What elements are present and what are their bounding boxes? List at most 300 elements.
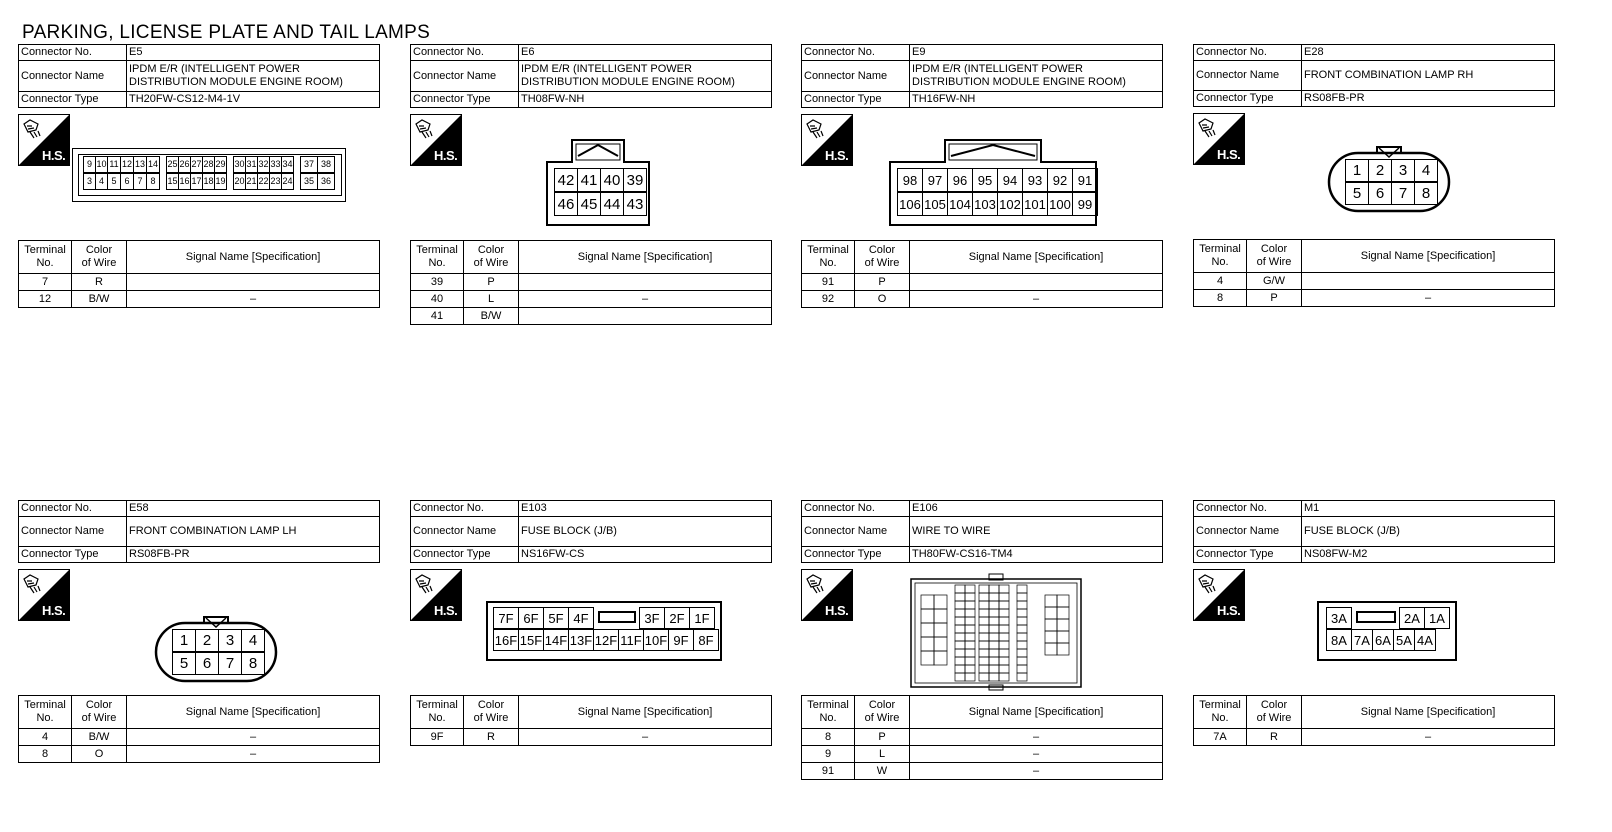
pin-blank	[1354, 607, 1398, 627]
table-row	[1194, 290, 1555, 307]
color-header: Color of Wire	[1247, 240, 1302, 273]
wire-color-cell: G/W	[1247, 273, 1302, 290]
pin-cell: 16	[178, 173, 191, 190]
pin-cell: 30	[233, 156, 246, 173]
signal-cell: –	[1302, 729, 1555, 746]
table-row	[802, 746, 1163, 763]
pin-cell: 11	[107, 156, 121, 173]
pin-cell: 46	[554, 192, 578, 216]
pin-cell: 5	[1345, 182, 1369, 205]
pin-gap-bar	[598, 611, 636, 623]
pin-cell: 4F	[568, 607, 594, 629]
pin-cell: 14	[146, 156, 160, 173]
pin-cell: 12F	[593, 629, 619, 651]
pin-cell: 97	[922, 168, 948, 192]
signal-cell: –	[910, 763, 1163, 780]
pin-cell: 7	[133, 173, 147, 190]
pin-cell: 10F	[643, 629, 669, 651]
signal-header: Signal Name [Specification]	[519, 696, 772, 729]
pin-cell: 7F	[493, 607, 519, 629]
wire-color-cell: B/W	[464, 308, 519, 325]
signal-cell	[910, 274, 1163, 291]
connector-diagram	[18, 108, 380, 240]
terminal-table	[1193, 695, 1555, 746]
terminal-table	[801, 240, 1163, 308]
terminal-no-cell: 9	[802, 746, 855, 763]
connector-no-label: Connector No.	[411, 45, 519, 61]
signal-header: Signal Name [Specification]	[127, 241, 380, 274]
connector-diagram	[410, 108, 772, 240]
pin-cell: 91	[1072, 168, 1098, 192]
signal-header: Signal Name [Specification]	[1302, 240, 1555, 273]
pin-cell: 41	[577, 168, 601, 192]
pin-cell: 3F	[639, 607, 665, 629]
terminal-no-cell: 41	[411, 308, 464, 325]
terminal-no-header: Terminal No.	[19, 241, 72, 274]
pin-cell: 17	[190, 173, 203, 190]
pin-cell: 39	[623, 168, 647, 192]
terminal-table	[1193, 239, 1555, 307]
pin-cell: 42	[554, 168, 578, 192]
connector-name-value	[519, 517, 772, 547]
connector-diagram	[801, 108, 1163, 240]
wire-color-cell: R	[464, 729, 519, 746]
terminal-no-header: Terminal No.	[1194, 240, 1247, 273]
terminal-no-cell: 12	[19, 291, 72, 308]
connector-info-table	[410, 500, 772, 563]
terminal-no-cell: 92	[802, 291, 855, 308]
table-row	[19, 291, 380, 308]
connector-type-value: TH20FW-CS12-M4-1V	[127, 92, 380, 108]
connector-type-label: Connector Type	[1194, 91, 1302, 107]
pin-cell: 5	[107, 173, 121, 190]
signal-header: Signal Name [Specification]	[127, 696, 380, 729]
connector-diagram	[18, 563, 380, 695]
connector-no-label: Connector No.	[1194, 501, 1302, 517]
connector-name-line-1: IPDM E/R (INTELLIGENT POWER	[912, 63, 1083, 75]
connector-name-value	[127, 61, 380, 92]
pin-cell: 8A	[1326, 629, 1352, 651]
pin-cell: 92	[1047, 168, 1073, 192]
connector-no-value: E106	[910, 501, 1163, 517]
pin-cell: 2A	[1399, 607, 1425, 629]
connector-type-label: Connector Type	[411, 547, 519, 563]
connector-name-label: Connector Name	[802, 517, 910, 547]
pin-cell: 27	[190, 156, 203, 173]
pin-cell: 3	[218, 629, 242, 652]
hs-label: H.S.	[42, 603, 66, 618]
pin-cell: 96	[947, 168, 973, 192]
page-title: PARKING, LICENSE PLATE AND TAIL LAMPS	[22, 22, 431, 43]
pin-cell: 10	[95, 156, 108, 173]
connector-name-line-1: FUSE BLOCK (J/B)	[1304, 525, 1400, 537]
terminal-table	[18, 240, 380, 308]
pin-gap-bar	[1356, 611, 1395, 623]
connector-name-label: Connector Name	[19, 61, 127, 92]
pin-cell: 5F	[543, 607, 569, 629]
pin-cell: 104	[947, 192, 973, 216]
pin-blank	[596, 607, 638, 627]
connector-type-value: TH80FW-CS16-TM4	[910, 547, 1163, 563]
terminal-no-header: Terminal No.	[802, 241, 855, 274]
pin-cell: 8	[241, 652, 265, 675]
connector-diagram	[1193, 563, 1555, 695]
connector-block-e28	[1193, 44, 1555, 307]
pin-cell: 6	[120, 173, 134, 190]
connector-block-e103	[410, 500, 772, 746]
pin-cell: 102	[997, 192, 1023, 216]
connector-type-label: Connector Type	[19, 92, 127, 108]
terminal-no-cell: 8	[802, 729, 855, 746]
pin-cell: 4A	[1414, 629, 1436, 651]
signal-cell	[127, 274, 380, 291]
signal-cell: –	[1302, 290, 1555, 307]
terminal-no-cell: 7	[19, 274, 72, 291]
pin-cell: 6A	[1372, 629, 1394, 651]
connector-type-value: NS16FW-CS	[519, 547, 772, 563]
wire-color-cell: P	[1247, 290, 1302, 307]
pin-grid	[1327, 607, 1450, 651]
connector-type-value: TH08FW-NH	[519, 92, 772, 108]
terminal-no-header: Terminal No.	[802, 696, 855, 729]
pin-cell: 34	[281, 156, 294, 173]
pin-cell: 101	[1022, 192, 1048, 216]
pin-grid	[898, 168, 1098, 216]
table-row	[411, 274, 772, 291]
terminal-no-header: Terminal No.	[19, 696, 72, 729]
signal-cell	[519, 308, 772, 325]
connector-no-value: E5	[127, 45, 380, 61]
pin-cell: 9	[83, 156, 96, 173]
connector-info-table	[1193, 44, 1555, 107]
connector-name-label: Connector Name	[19, 517, 127, 547]
pin-cell: 3A	[1326, 607, 1352, 629]
pin-cell: 5	[172, 652, 196, 675]
signal-header: Signal Name [Specification]	[519, 241, 772, 274]
connector-type-label: Connector Type	[802, 92, 910, 108]
pin-grid	[173, 629, 265, 675]
wire-color-cell: P	[855, 274, 910, 291]
pin-cell: 32	[257, 156, 270, 173]
multi-pin-connector-drawing	[909, 573, 1085, 691]
table-row	[19, 746, 380, 763]
terminal-no-cell: 39	[411, 274, 464, 291]
connector-no-label: Connector No.	[411, 501, 519, 517]
hs-label: H.S.	[1217, 603, 1241, 618]
hs-label: H.S.	[42, 148, 66, 163]
pin-cell: 1	[172, 629, 196, 652]
connector-name-label: Connector Name	[802, 61, 910, 92]
signal-cell: –	[910, 746, 1163, 763]
pin-cell: 45	[577, 192, 601, 216]
connector-no-value: E28	[1302, 45, 1555, 61]
connector-block-e106	[801, 500, 1163, 780]
pin-cell: 95	[972, 168, 998, 192]
wire-color-cell: P	[464, 274, 519, 291]
signal-cell	[1302, 273, 1555, 290]
pin-cell: 1A	[1424, 607, 1450, 629]
color-header: Color of Wire	[855, 241, 910, 274]
pin-cell: 8	[1414, 182, 1438, 205]
connector-name-value	[1302, 517, 1555, 547]
pin-cell: 7	[218, 652, 242, 675]
pin-cell: 16F	[493, 629, 519, 651]
connector-block-e9	[801, 44, 1163, 308]
terminal-no-cell: 40	[411, 291, 464, 308]
pin-cell: 3	[1391, 159, 1415, 182]
pin-cell: 31	[245, 156, 258, 173]
wire-color-cell: R	[1247, 729, 1302, 746]
color-header: Color of Wire	[464, 696, 519, 729]
connector-name-label: Connector Name	[1194, 61, 1302, 91]
wire-color-cell: L	[464, 291, 519, 308]
terminal-no-cell: 8	[1194, 290, 1247, 307]
signal-header: Signal Name [Specification]	[910, 241, 1163, 274]
pin-cell: 29	[214, 156, 227, 173]
pin-cell: 105	[922, 192, 948, 216]
pin-cell: 6	[195, 652, 219, 675]
pin-cell: 106	[897, 192, 923, 216]
pin-cell: 13F	[568, 629, 594, 651]
connector-name-line-2: DISTRIBUTION MODULE ENGINE ROOM)	[521, 76, 735, 88]
color-header: Color of Wire	[1247, 696, 1302, 729]
connector-name-value	[127, 517, 380, 547]
terminal-no-cell: 9F	[411, 729, 464, 746]
pin-cell: 8F	[693, 629, 719, 651]
pin-cell: 23	[269, 173, 282, 190]
terminal-no-cell: 91	[802, 763, 855, 780]
color-header: Color of Wire	[464, 241, 519, 274]
pin-grid	[1346, 159, 1438, 205]
table-row	[411, 291, 772, 308]
connector-type-value: TH16FW-NH	[910, 92, 1163, 108]
terminal-table	[801, 695, 1163, 780]
pin-cell: 21	[245, 173, 258, 190]
pin-cell: 14F	[543, 629, 569, 651]
wire-color-cell: O	[72, 746, 127, 763]
table-row	[411, 308, 772, 325]
connector-name-line-2: DISTRIBUTION MODULE ENGINE ROOM)	[912, 76, 1126, 88]
pin-cell: 4	[241, 629, 265, 652]
connector-type-value: RS08FB-PR	[127, 547, 380, 563]
connector-name-value	[519, 61, 772, 92]
connector-info-table	[1193, 500, 1555, 563]
wire-color-cell: W	[855, 763, 910, 780]
hs-label: H.S.	[434, 148, 458, 163]
connector-no-value: E9	[910, 45, 1163, 61]
connector-diagram	[410, 563, 772, 695]
connector-info-table	[18, 44, 380, 108]
connector-type-label: Connector Type	[1194, 547, 1302, 563]
pin-cell: 43	[623, 192, 647, 216]
signal-cell: –	[127, 746, 380, 763]
terminal-no-cell: 7A	[1194, 729, 1247, 746]
connector-no-value: E103	[519, 501, 772, 517]
pin-cell: 99	[1072, 192, 1098, 216]
terminal-table	[410, 240, 772, 325]
connector-diagram	[801, 563, 1163, 695]
pin-cell: 15F	[518, 629, 544, 651]
pin-cell: 93	[1022, 168, 1048, 192]
pin-grid	[555, 168, 647, 216]
connector-name-line-1: FUSE BLOCK (J/B)	[521, 525, 617, 537]
pin-cell: 25	[166, 156, 179, 173]
connector-diagram	[1193, 107, 1555, 239]
pin-cell: 5A	[1393, 629, 1415, 651]
pin-cell: 6	[1368, 182, 1392, 205]
terminal-table	[410, 695, 772, 746]
terminal-no-cell: 8	[19, 746, 72, 763]
table-row	[802, 274, 1163, 291]
wire-color-cell: O	[855, 291, 910, 308]
connector-info-table	[18, 500, 380, 563]
connector-name-line-1: FRONT COMBINATION LAMP RH	[1304, 69, 1474, 81]
pin-cell: 103	[972, 192, 998, 216]
pin-cell: 36	[317, 173, 335, 190]
connector-info-table	[801, 500, 1163, 563]
connector-name-line-1: IPDM E/R (INTELLIGENT POWER	[521, 63, 692, 75]
terminal-no-header: Terminal No.	[1194, 696, 1247, 729]
pin-cell: 38	[317, 156, 335, 173]
pin-cell: 37	[300, 156, 318, 173]
connector-type-value: NS08FW-M2	[1302, 547, 1555, 563]
connector-block-e5	[18, 44, 380, 308]
table-row	[411, 729, 772, 746]
connector-type-label: Connector Type	[802, 547, 910, 563]
pin-grid	[84, 156, 335, 190]
terminal-no-cell: 4	[19, 729, 72, 746]
hs-label: H.S.	[825, 603, 849, 618]
signal-cell: –	[519, 729, 772, 746]
signal-cell: –	[519, 291, 772, 308]
connector-name-label: Connector Name	[411, 517, 519, 547]
color-header: Color of Wire	[72, 696, 127, 729]
signal-cell: –	[910, 729, 1163, 746]
table-row	[1194, 729, 1555, 746]
pin-cell: 1F	[689, 607, 715, 629]
color-header: Color of Wire	[72, 241, 127, 274]
pin-cell: 2F	[664, 607, 690, 629]
pin-cell: 98	[897, 168, 923, 192]
pin-cell: 2	[195, 629, 219, 652]
signal-cell: –	[127, 729, 380, 746]
connector-info-table	[410, 44, 772, 108]
connector-no-label: Connector No.	[802, 45, 910, 61]
signal-cell: –	[127, 291, 380, 308]
connector-no-value: E6	[519, 45, 772, 61]
connector-info-table	[801, 44, 1163, 108]
connector-type-label: Connector Type	[411, 92, 519, 108]
pin-cell: 4	[95, 173, 108, 190]
pin-cell: 13	[133, 156, 147, 173]
connector-no-label: Connector No.	[802, 501, 910, 517]
wire-color-cell: B/W	[72, 729, 127, 746]
connector-name-label: Connector Name	[1194, 517, 1302, 547]
connector-no-label: Connector No.	[1194, 45, 1302, 61]
pin-grid	[494, 607, 719, 651]
pin-cell: 44	[600, 192, 624, 216]
table-row	[802, 291, 1163, 308]
connector-no-label: Connector No.	[19, 501, 127, 517]
pin-cell: 7	[1391, 182, 1415, 205]
signal-cell	[519, 274, 772, 291]
pin-cell: 2	[1368, 159, 1392, 182]
connector-no-label: Connector No.	[19, 45, 127, 61]
connector-name-line-1: FRONT COMBINATION LAMP LH	[129, 525, 297, 537]
connector-name-line-1: IPDM E/R (INTELLIGENT POWER	[129, 63, 300, 75]
connector-name-value	[910, 61, 1163, 92]
terminal-no-header: Terminal No.	[411, 241, 464, 274]
pin-cell: 7A	[1351, 629, 1373, 651]
connector-name-value	[910, 517, 1163, 547]
table-row	[19, 729, 380, 746]
connector-name-line-1: WIRE TO WIRE	[912, 525, 991, 537]
wire-color-cell: R	[72, 274, 127, 291]
hs-label: H.S.	[825, 148, 849, 163]
table-row	[802, 729, 1163, 746]
pin-cell: 15	[166, 173, 179, 190]
pin-cell: 9F	[668, 629, 694, 651]
signal-cell: –	[910, 291, 1163, 308]
signal-header: Signal Name [Specification]	[1302, 696, 1555, 729]
table-row	[1194, 273, 1555, 290]
connector-block-m1	[1193, 500, 1555, 746]
pin-cell: 4	[1414, 159, 1438, 182]
pin-cell: 19	[214, 173, 227, 190]
table-row	[19, 274, 380, 291]
pin-cell: 26	[178, 156, 191, 173]
connector-name-line-2: DISTRIBUTION MODULE ENGINE ROOM)	[129, 76, 343, 88]
hs-label: H.S.	[434, 603, 458, 618]
pin-cell: 24	[281, 173, 294, 190]
connector-name-label: Connector Name	[411, 61, 519, 92]
wire-color-cell: B/W	[72, 291, 127, 308]
color-header: Color of Wire	[855, 696, 910, 729]
terminal-no-cell: 4	[1194, 273, 1247, 290]
pin-cell: 8	[146, 173, 160, 190]
terminal-table	[18, 695, 380, 763]
pin-cell: 94	[997, 168, 1023, 192]
table-row	[802, 763, 1163, 780]
connector-name-value	[1302, 61, 1555, 91]
connector-no-value: E58	[127, 501, 380, 517]
hs-label: H.S.	[1217, 147, 1241, 162]
pin-cell: 28	[202, 156, 215, 173]
connector-type-label: Connector Type	[19, 547, 127, 563]
connector-block-e6	[410, 44, 772, 325]
pin-cell: 11F	[618, 629, 644, 651]
pin-cell: 33	[269, 156, 282, 173]
pin-cell: 1	[1345, 159, 1369, 182]
pin-cell: 22	[257, 173, 270, 190]
wire-color-cell: L	[855, 746, 910, 763]
pin-cell: 20	[233, 173, 246, 190]
pin-cell: 100	[1047, 192, 1073, 216]
signal-header: Signal Name [Specification]	[910, 696, 1163, 729]
connector-type-value: RS08FB-PR	[1302, 91, 1555, 107]
pin-cell: 3	[83, 173, 96, 190]
pin-cell: 18	[202, 173, 215, 190]
connector-no-value: M1	[1302, 501, 1555, 517]
pin-cell: 12	[120, 156, 134, 173]
pin-cell: 40	[600, 168, 624, 192]
terminal-no-cell: 91	[802, 274, 855, 291]
terminal-no-header: Terminal No.	[411, 696, 464, 729]
pin-cell: 35	[300, 173, 318, 190]
pin-cell: 6F	[518, 607, 544, 629]
connector-block-e58	[18, 500, 380, 763]
wire-color-cell: P	[855, 729, 910, 746]
